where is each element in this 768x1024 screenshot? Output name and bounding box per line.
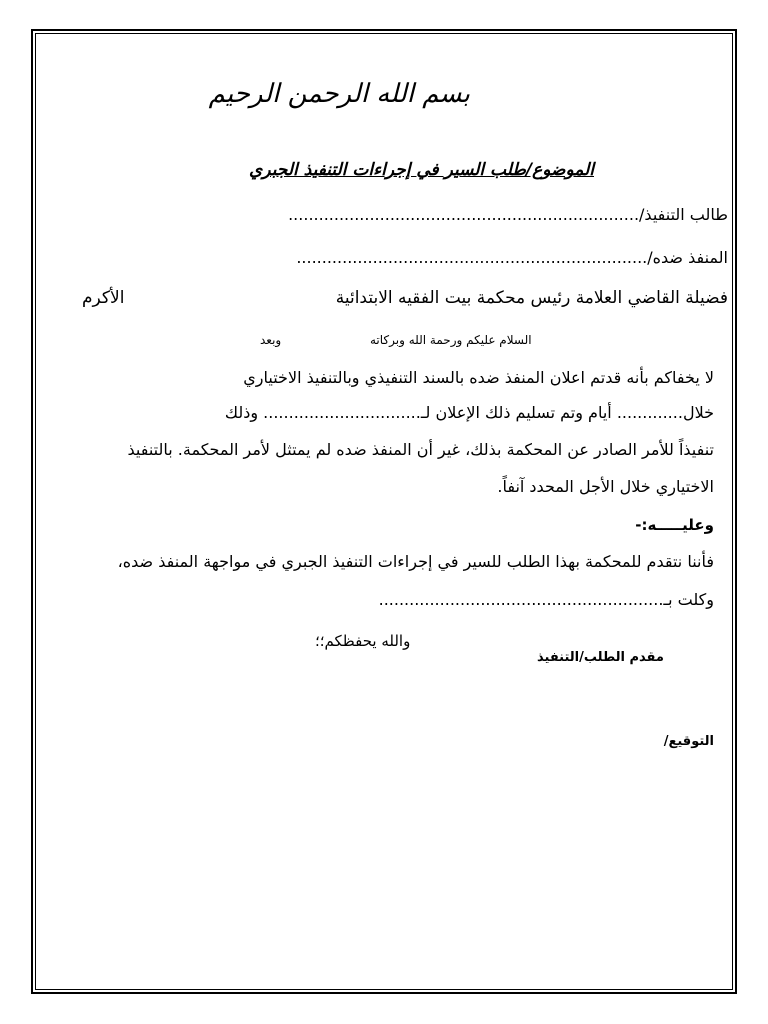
body-paragraph-5: فأننا نتقدم للمحكمة بهذا الطلب للسير في إجراءات التنفيذ الجبري في مواجهة المنفذ ضده،: [117, 552, 714, 571]
addressee-line: فضيلة القاضي العلامة رئيس محكمة بيت الفقيه الابتدائية: [335, 288, 728, 308]
signature-label: التوقيع/: [663, 734, 714, 749]
body-paragraph-4: الاختياري خلال الأجل المحدد آنفاً.: [497, 477, 714, 496]
salutation-then: وبعد: [260, 333, 282, 347]
body-paragraph-1: لا يخفاكم بأنه قدتم اعلان المنفذ ضده بالسند التنفيذي وبالتنفيذ الاختياري: [243, 368, 714, 387]
closing-phrase: والله يحفظكم؛؛: [315, 632, 411, 650]
salutation: السلام عليكم ورحمة الله وبركاته: [370, 333, 532, 347]
body-paragraph-6: وكلت بـ........................................................: [378, 590, 714, 609]
honorific: الأكرم: [82, 288, 125, 308]
section-heading: وعليـــــه:-: [635, 516, 714, 534]
subject-title: الموضوع/طلب السير في إجراءات التنفيذ الجبري: [249, 160, 594, 180]
basmala-heading: بسم الله الرحمن الرحيم: [208, 79, 470, 109]
body-paragraph-2: خلال............. أيام وتم تسليم ذلك الإعلان لـ............................... وذلك: [224, 403, 714, 422]
respondent-field: المنفذ ضده/.....................................................................: [296, 248, 728, 267]
body-paragraph-3: تنفيذاً للأمر الصادر عن المحكمة بذلك، غير أن المنفذ ضده لم يمتثل لأمر المحكمة. بالتنفيذ: [127, 440, 714, 459]
applicant-signature-label: مقدم الطلب/التنفيذ: [537, 650, 664, 665]
applicant-field: طالب التنفيذ/.....................................................................: [288, 205, 728, 224]
